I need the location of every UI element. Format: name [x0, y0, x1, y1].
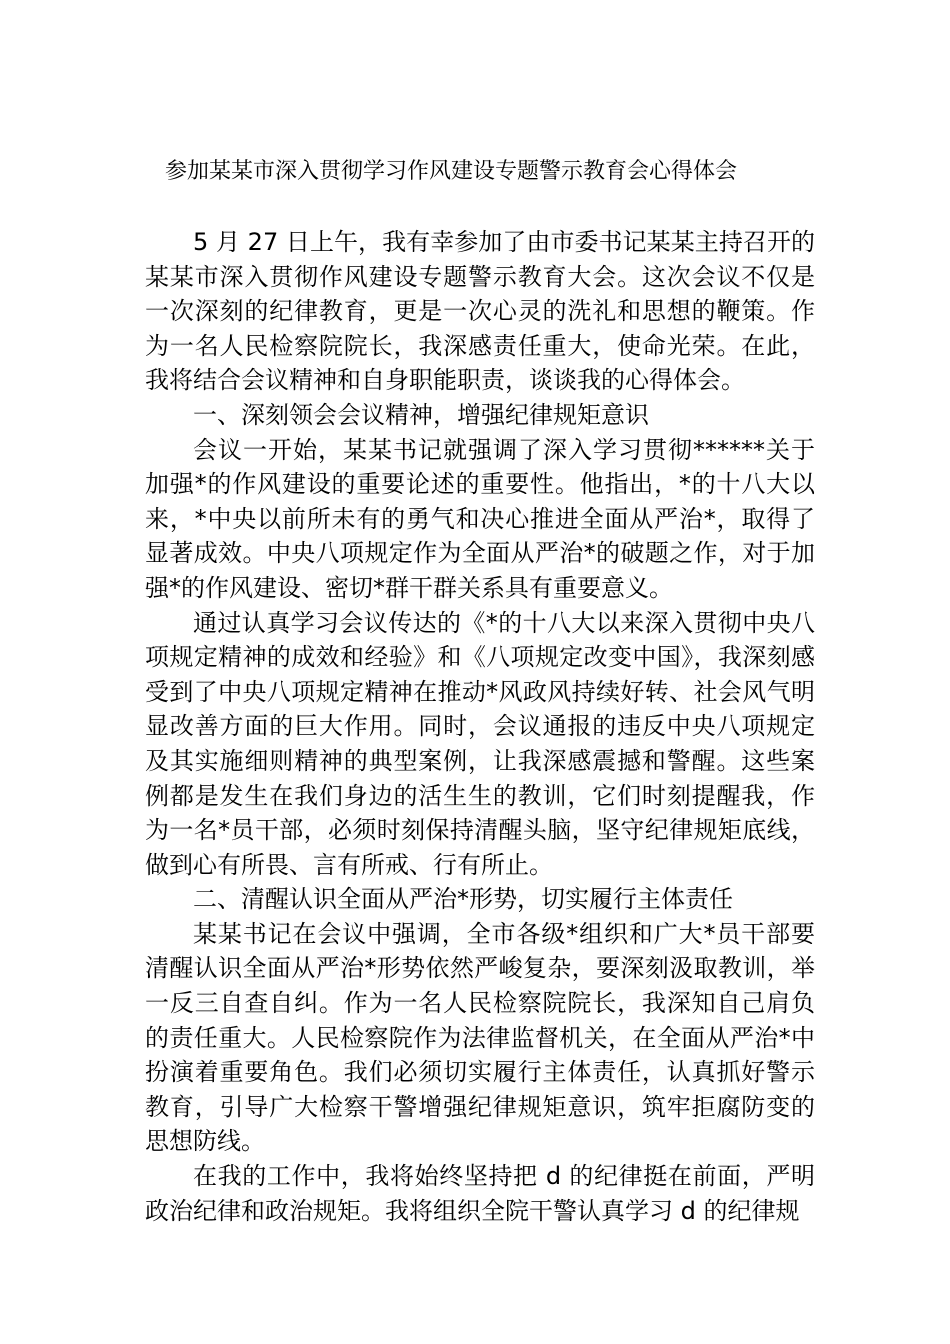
- section-heading-1: 一、深刻领会会议精神，增强纪律规矩意识: [193, 400, 649, 429]
- document-page: [145, 148, 815, 1228]
- paragraph-intro: 5 月 27 日上午，我有幸参加了由市委书记某某主持召开的某某市深入贯彻作风建设专题警示教育大会。这次会议不仅是一次深刻的纪律教育，更是一次心灵的洗礼和思想的鞭策。作为一名人民检察院院长，我深感责任重大，使命光荣。在此，我将结合会议精神和自身职能职责，谈谈我的心得体会。: [145, 228, 815, 395]
- section-heading-2: 二、清醒认识全面从严治*形势，切实履行主体责任: [193, 885, 733, 914]
- paragraph-meeting-opening: 会议一开始，某某书记就强调了深入学习贯彻******关于加强*的作风建设的重要论述的重要性。他指出，*的十八大以来，*中央以前所未有的勇气和决心推进全面从严治*，取得了显著成效。中央八项规定作为全面从严治*的破题之作，对于加强*的作风建设、密切*群干群关系具有重要意义。: [145, 435, 815, 602]
- paragraph-work-commitment: 在我的工作中，我将始终坚持把 d 的纪律挺在前面，严明政治纪律和政治规矩。我将组织全院干警认真学习 d 的纪律规: [145, 1162, 815, 1225]
- document-body: [145, 225, 815, 1228]
- paragraph-responsibility: 某某书记在会议中强调，全市各级*组织和广大*员干部要清醒认识全面从严治*形势依然严峻复杂，要深刻汲取教训，举一反三自查自纠。作为一名人民检察院院长，我深知自己肩负的责任重大。人民检察院作为法律监督机关，在全面从严治*中扮演着重要角色。我们必须切实履行主体责任，认真抓好警示教育，引导广大检察干警增强纪律规矩意识，筑牢拒腐防变的思想防线。: [145, 919, 815, 1156]
- document-title: 参加某某市深入贯彻学习作风建设专题警示教育会心得体会: [165, 159, 738, 184]
- paragraph-study-reflection: 通过认真学习会议传达的《*的十八大以来深入贯彻中央八项规定精神的成效和经验》和《八项规定改变中国》，我深刻感受到了中央八项规定精神在推动*风政风持续好转、社会风气明显改善方面的巨大作用。同时，会议通报的违反中央八项规定及其实施细则精神的典型案例，让我深感震撼和警醒。这些案例都是发生在我们身边的活生生的教训，它们时刻提醒我，作为一名*员干部，必须时刻保持清醒头脑，坚守纪律规矩底线，做到心有所畏、言有所戒、行有所止。: [145, 608, 815, 879]
